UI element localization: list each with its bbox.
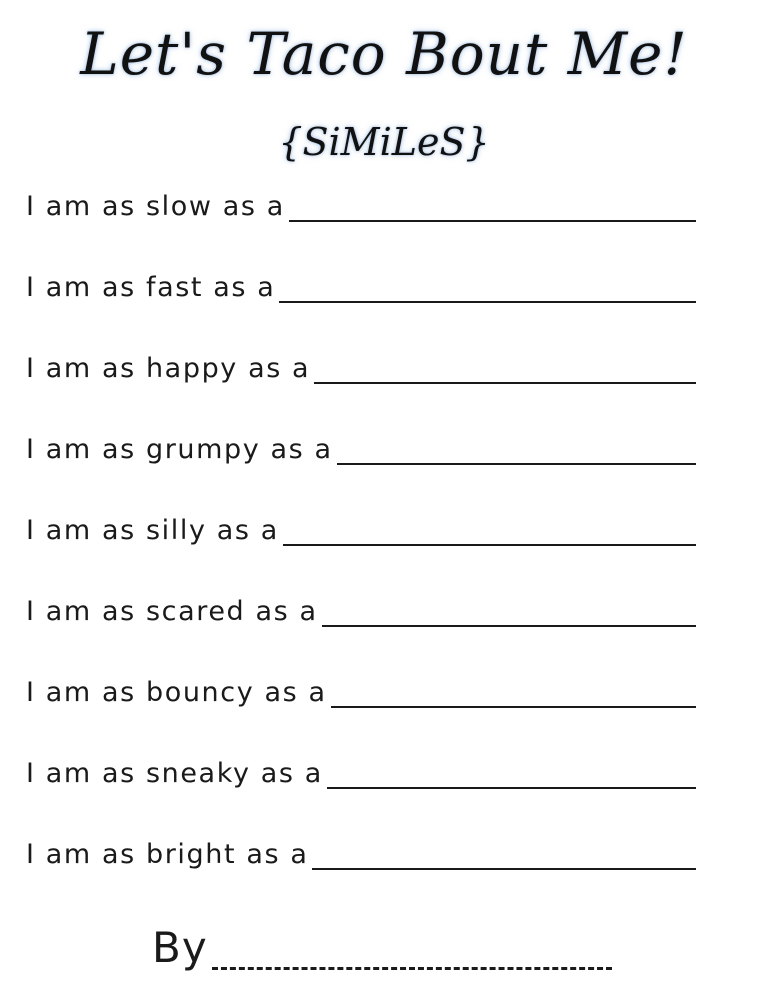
prompt-text: I am as slow as a bbox=[26, 191, 285, 222]
prompt-text: I am as fast as a bbox=[26, 272, 276, 303]
simile-prompt-list bbox=[26, 180, 696, 909]
prompt-text: I am as grumpy as a bbox=[26, 434, 333, 465]
answer-blank[interactable] bbox=[283, 504, 696, 546]
answer-blank[interactable] bbox=[337, 423, 696, 465]
author-name-blank[interactable] bbox=[212, 921, 612, 970]
prompt-text: I am as bright as a bbox=[26, 839, 309, 870]
simile-prompt bbox=[26, 261, 696, 342]
prompt-text: I am as sneaky as a bbox=[26, 758, 323, 789]
by-label: By bbox=[152, 923, 208, 972]
prompt-text: I am as bouncy as a bbox=[26, 677, 327, 708]
answer-blank[interactable] bbox=[279, 261, 696, 303]
answer-blank[interactable] bbox=[314, 342, 696, 384]
simile-prompt bbox=[26, 180, 696, 261]
worksheet-subtitle: {SiMiLeS} bbox=[278, 120, 490, 164]
simile-prompt bbox=[26, 504, 696, 585]
prompt-text: I am as happy as a bbox=[26, 353, 311, 384]
simile-prompt bbox=[26, 666, 696, 747]
simile-prompt bbox=[26, 828, 696, 909]
prompt-text: I am as scared as a bbox=[26, 596, 318, 627]
simile-prompt bbox=[26, 747, 696, 828]
author-byline bbox=[152, 918, 612, 978]
worksheet-title: Let's Taco Bout Me! bbox=[80, 20, 688, 88]
simile-prompt bbox=[26, 423, 696, 504]
prompt-text: I am as silly as a bbox=[26, 515, 279, 546]
answer-blank[interactable] bbox=[289, 180, 696, 222]
answer-blank[interactable] bbox=[327, 747, 696, 789]
answer-blank[interactable] bbox=[331, 666, 696, 708]
answer-blank[interactable] bbox=[312, 828, 696, 870]
simile-prompt bbox=[26, 342, 696, 423]
answer-blank[interactable] bbox=[322, 585, 696, 627]
simile-prompt bbox=[26, 585, 696, 666]
